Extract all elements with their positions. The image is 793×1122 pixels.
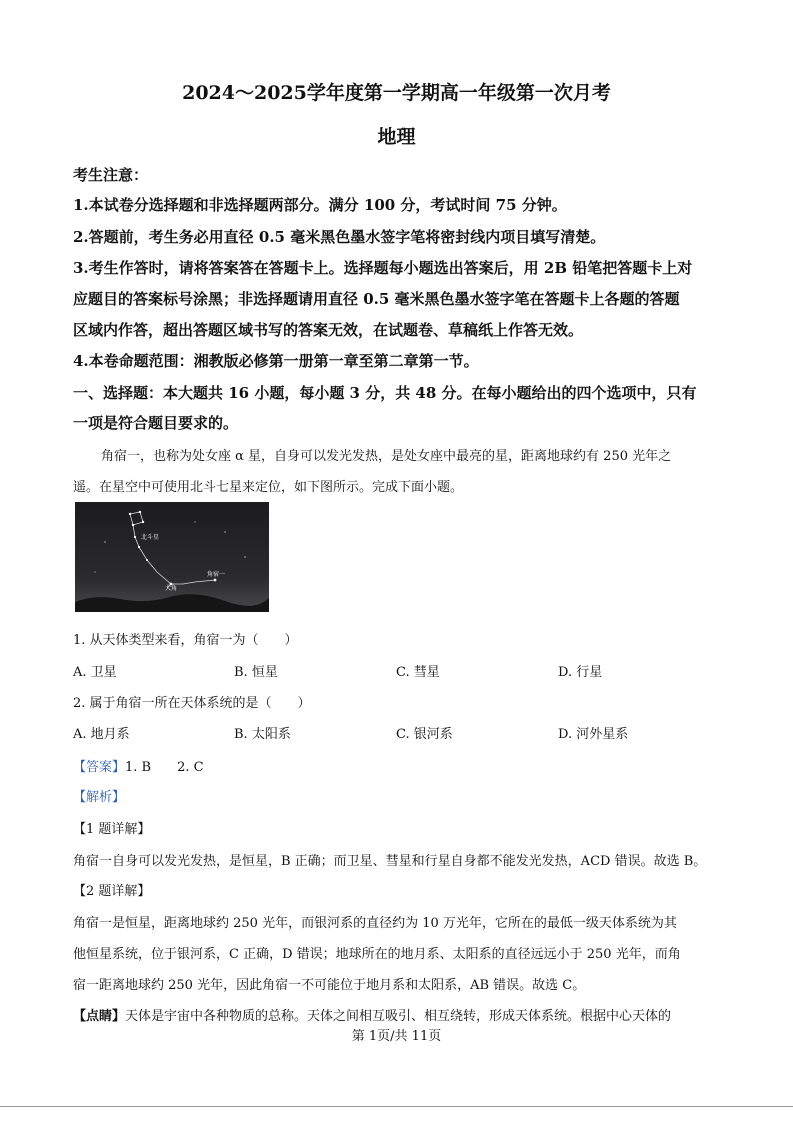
detail2-line: 角宿一是恒星，距离地球约 250 光年，而银河系的直径约为 10 万光年，它所在的最低一级天体系统为其 xyxy=(73,916,677,931)
figure-label-arcturus: 大角 xyxy=(165,585,178,592)
question-option: B. 恒星 xyxy=(234,665,278,680)
tip-text: 天体是宇宙中各种物质的总称。天体之间相互吸引、相互绕转，形成天体系统。根据中心天体的 xyxy=(125,1009,672,1024)
detail2-line: 他恒星系统，位于银河系，C 正确，D 错误；地球所在的地月系、太阳系的直径远远小于 250 光年，而角 xyxy=(73,947,681,962)
figure-label-big-dipper: 北斗星 xyxy=(141,534,160,541)
answer-label: 【答案】 xyxy=(73,760,126,775)
passage-line: 角宿一，也称为处女座 α 星，自身可以发光发热，是处女座中最亮的星，距离地球约有 250 光年之 xyxy=(101,449,672,464)
answer-text: 1. B 2. C xyxy=(125,760,204,775)
notice-line: 1.本试卷分选择题和非选择题两部分。满分 100 分，考试时间 75 分钟。 xyxy=(73,196,567,214)
question-stem: 2. 属于角宿一所在天体系统的是（ ） xyxy=(73,696,311,711)
page-number: 第 1页/共 11页 xyxy=(351,1029,442,1044)
tip-row xyxy=(73,1005,671,1024)
question-stem: 1. 从天体类型来看，角宿一为（ ） xyxy=(73,633,298,648)
question-option: A. 卫星 xyxy=(73,665,117,680)
question-option: C. 银河系 xyxy=(396,727,453,742)
detail2-label: 【2 题详解】 xyxy=(73,884,151,899)
notice-line: 2.答题前，考生务必用直径 0.5 毫米黑色墨水签字笔将密封线内项目填写清楚。 xyxy=(73,228,606,246)
notice-line: 区域内作答，超出答题区域书写的答案无效，在试题卷、草稿纸上作答无效。 xyxy=(73,321,584,339)
notice-line: 3.考生作答时，请将答案答在答题卡上。选择题每小题选出答案后，用 2B 铅笔把答题卡上对 xyxy=(73,259,693,277)
answer-row xyxy=(73,756,204,775)
question-option: C. 彗星 xyxy=(396,665,440,680)
notice-heading: 考生注意： xyxy=(73,166,149,184)
question-option: A. 地月系 xyxy=(73,727,130,742)
analysis-label: 【解析】 xyxy=(73,790,126,805)
page-bottom-rule xyxy=(0,1106,793,1107)
section-heading: 一、选择题：本大题共 16 小题，每小题 3 分，共 48 分。在每小题给出的四个选项中，只有 xyxy=(73,384,697,402)
detail1-label: 【1 题详解】 xyxy=(73,822,151,837)
notice-line: 应题目的答案标号涂黑；非选择题请用直径 0.5 毫米黑色墨水签字笔在答题卡上各题的答题 xyxy=(73,290,680,308)
star-map-figure xyxy=(75,502,269,612)
question-option: D. 行星 xyxy=(558,665,603,680)
question-option: D. 河外星系 xyxy=(558,727,629,742)
question-option: B. 太阳系 xyxy=(234,727,291,742)
figure-label-spica: 角宿一 xyxy=(207,571,226,578)
tip-label: 【点睛】 xyxy=(73,1009,126,1024)
detail1-text: 角宿一自身可以发光发热，是恒星，B 正确；而卫星、彗星和行星自身都不能发光发热，ACD 错误。故选 B。 xyxy=(73,854,707,869)
detail2-line: 宿一距离地球约 250 光年，因此角宿一不可能位于地月系和太阳系，AB 错误。故选 C。 xyxy=(73,978,586,993)
notice-line: 4.本卷命题范围：湘教版必修第一册第一章至第二章第一节。 xyxy=(73,352,479,370)
subject-title: 地理 xyxy=(377,126,416,148)
passage-line: 遥。在星空中可使用北斗七星来定位，如下图所示。完成下面小题。 xyxy=(73,480,464,495)
exam-title: 2024～2025学年度第一学期高一年级第一次月考 xyxy=(182,82,611,104)
section-heading-cont: 一项是符合题目要求的。 xyxy=(73,414,239,432)
